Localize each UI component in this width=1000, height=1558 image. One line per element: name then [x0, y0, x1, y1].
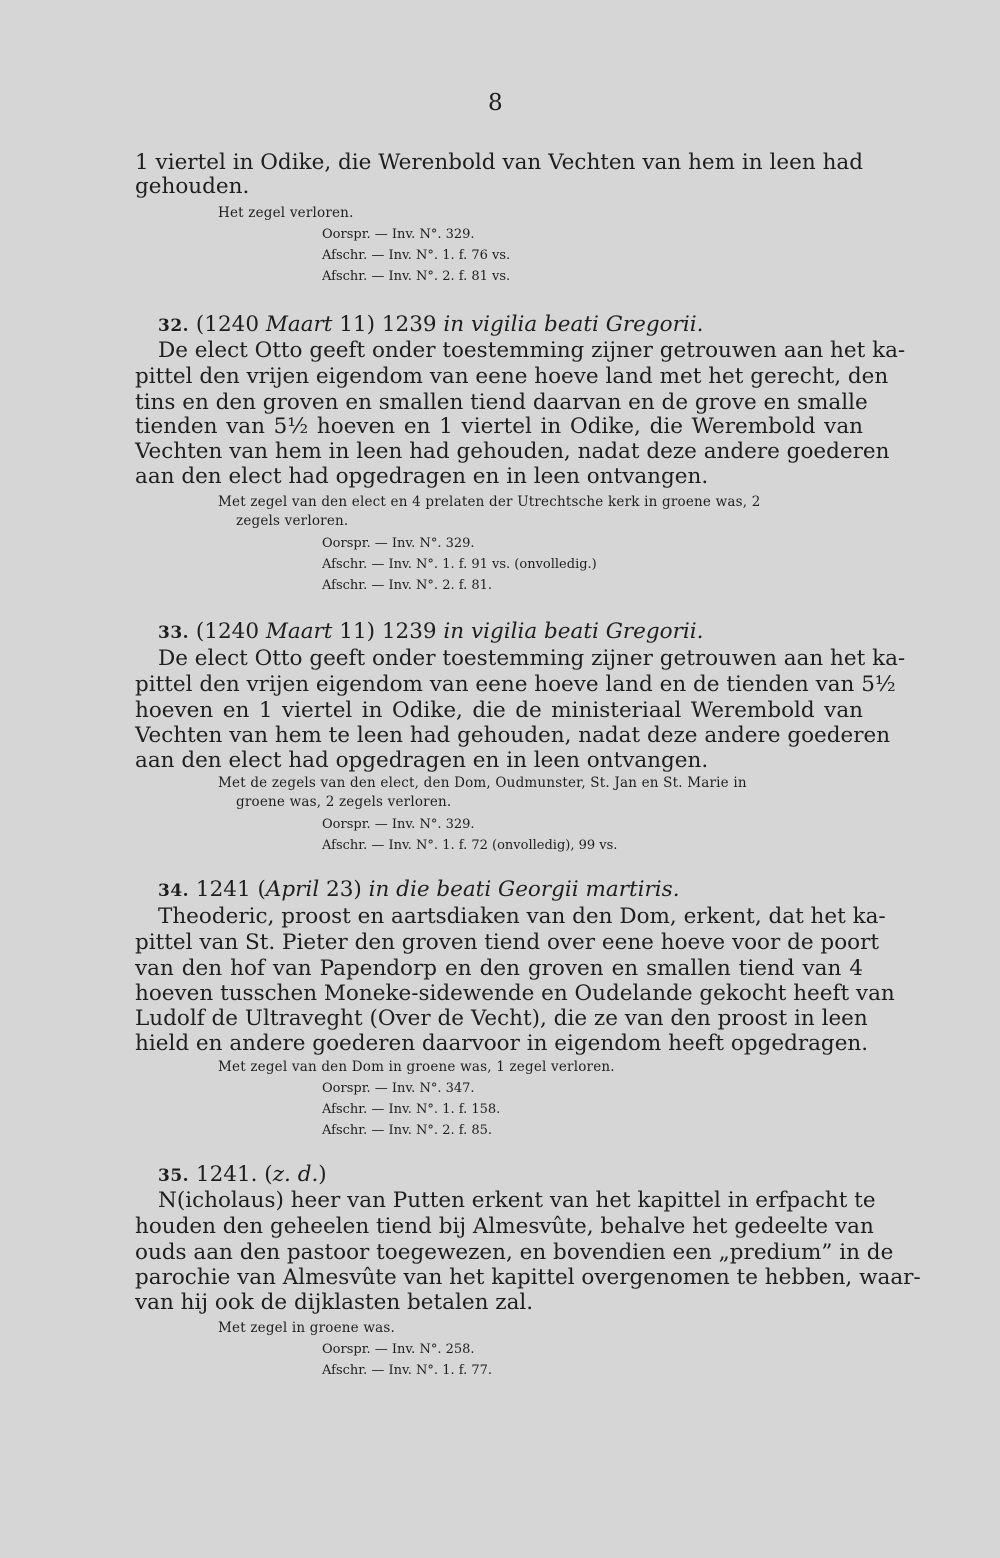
seal-note: groene was, 2 zegels verloren.	[236, 794, 452, 810]
page-number: 8	[488, 90, 503, 116]
entry-text: tienden van 5½ hoeven en 1 viertel in Odike, die Werembold van	[135, 414, 863, 439]
entry-date-part: 11) 1239	[332, 312, 444, 337]
reference-line: Afschr. — Inv. N°. 1. f. 72 (onvolledig), 99 vs.	[322, 838, 618, 853]
entry-text-line	[158, 338, 906, 363]
reference-line: Afschr. — Inv. N°. 1. f. 76 vs.	[322, 248, 511, 263]
seal-note: Met zegel van den Dom in groene was, 1 zegel verloren.	[218, 1059, 615, 1075]
entry-number: 35.	[158, 1166, 190, 1186]
entry-date	[196, 877, 680, 902]
entry-text-line	[135, 364, 889, 389]
reference-line: Afschr. — Inv. N°. 1. f. 77.	[322, 1363, 493, 1378]
entry-date-month: April	[265, 877, 320, 902]
entry-text: houden den geheelen tiend bij Almesvûte, behalve het gedeelte van	[135, 1214, 874, 1239]
entry-text-line	[135, 439, 890, 464]
entry-heading	[158, 621, 703, 643]
reference-line: Afschr. — Inv. N°. 2. f. 81 vs.	[322, 269, 511, 284]
reference-line: Afschr. — Inv. N°. 1. f. 158.	[322, 1102, 501, 1117]
reference-line: Oorspr. — Inv. N°. 347.	[322, 1081, 475, 1096]
entry-text: ouds aan den pastoor toegewezen, en bovendien een „predium” in de	[135, 1240, 894, 1265]
entry-text-line	[158, 904, 886, 929]
entry-heading	[158, 879, 680, 901]
entry-date-italic: z. d.	[272, 1162, 319, 1187]
entry-text-line	[135, 723, 891, 748]
entry-text-line	[135, 1265, 921, 1290]
entry-date-part: 1241. (	[195, 1162, 273, 1187]
entry-text-line	[135, 958, 863, 980]
entry-text-line: aan den elect had opgedragen en in leen ontvangen.	[135, 464, 709, 489]
entry-text: pittel den vrijen eigendom van eene hoeve land en de tienden van 5½	[135, 672, 896, 697]
seal-note: Met zegel van den elect en 4 prelaten der Utrechtsche kerk in groene was, 2	[218, 494, 761, 510]
reference-line: Oorspr. — Inv. N°. 329.	[322, 227, 475, 242]
intro-line	[135, 152, 863, 174]
entry-text-line	[135, 700, 863, 722]
entry-date-feast: in die beati Georgii martiris.	[368, 877, 680, 902]
entry-text: van den hof van Papendorp en den groven en smallen tiend van 4	[135, 956, 863, 981]
reference-line: Afschr. — Inv. N°. 1. f. 91 vs. (onvolledig.)	[322, 557, 597, 572]
entry-text: pittel van St. Pieter den groven tiend over eene hoeve voor de poort	[135, 930, 879, 955]
entry-date-feast: in vigilia beati Gregorii.	[443, 312, 704, 337]
entry-text-line: van hij ook de dijklasten betalen zal.	[135, 1290, 534, 1315]
entry-number: 32.	[158, 316, 190, 336]
seal-note: Het zegel verloren.	[218, 205, 354, 221]
seal-note: Met de zegels van den elect, den Dom, Oudmunster, St. Jan en St. Marie in	[218, 775, 747, 791]
entry-text: N(icholaus) heer van Putten erkent van het kapittel in erfpacht te	[158, 1188, 876, 1213]
entry-text-line	[135, 981, 895, 1006]
entry-text-line	[135, 1240, 894, 1265]
intro-line-text: 1 viertel in Odike, die Werenbold van Vechten van hem in leen had	[135, 150, 863, 175]
entry-date-part: 11) 1239	[332, 619, 444, 644]
entry-text: Ludolf de Ultraveght (Over de Vecht), die ze van den proost in leen	[135, 1006, 868, 1031]
entry-text-line	[158, 646, 906, 671]
entry-text: Vechten van hem in leen had gehouden, nadat deze andere goederen	[135, 439, 890, 464]
entry-text-line	[135, 416, 863, 438]
entry-date-feast: in vigilia beati Gregorii.	[443, 619, 704, 644]
entry-text: hoeven en 1 viertel in Odike, die de ministeriaal Werembold van	[135, 698, 863, 723]
entry-number: 33.	[158, 623, 190, 643]
entry-text-line: aan den elect had opgedragen en in leen ontvangen.	[135, 748, 709, 773]
reference-line: Oorspr. — Inv. N°. 329.	[322, 536, 475, 551]
entry-text-line	[135, 390, 868, 415]
intro-line: gehouden.	[135, 174, 250, 199]
entry-date	[196, 312, 704, 337]
entry-date-month: Maart	[265, 619, 333, 644]
entry-date-part: (1240	[195, 312, 266, 337]
entry-date-month: Maart	[265, 312, 333, 337]
entry-text: pittel den vrijen eigendom van eene hoeve land met het gerecht, den	[135, 364, 889, 389]
entry-text-line	[135, 672, 896, 697]
entry-text: De elect Otto geeft onder toestemming zijner getrouwen aan het ka-	[158, 646, 906, 671]
entry-date-part: 1241 (	[195, 877, 266, 902]
entry-text: tins en den groven en smallen tiend daarvan en de grove en smalle	[135, 390, 868, 415]
entry-date-part: (1240	[195, 619, 266, 644]
entry-text: hoeven tusschen Moneke-sidewende en Oudelande gekocht heeft van	[135, 981, 895, 1006]
entry-text-line	[135, 1214, 874, 1239]
entry-text-line	[158, 1188, 876, 1213]
entry-text-line	[135, 1006, 868, 1031]
entry-text: Theoderic, proost en aartsdiaken van den Dom, erkent, dat het ka-	[158, 904, 886, 929]
entry-text: De elect Otto geeft onder toestemming zijner getrouwen aan het ka-	[158, 338, 906, 363]
entry-date	[196, 619, 704, 644]
entry-date-part: 23)	[319, 877, 369, 902]
entry-date	[196, 1162, 327, 1187]
entry-text: Vechten van hem te leen had gehouden, nadat deze andere goederen	[135, 723, 891, 748]
seal-note: zegels verloren.	[236, 513, 349, 529]
entry-heading	[158, 314, 703, 336]
entry-number: 34.	[158, 881, 190, 901]
entry-text-line	[135, 930, 879, 955]
reference-line: Afschr. — Inv. N°. 2. f. 81.	[322, 578, 493, 593]
reference-line: Oorspr. — Inv. N°. 329.	[322, 817, 475, 832]
reference-line: Afschr. — Inv. N°. 2. f. 85.	[322, 1123, 493, 1138]
entry-date-part: )	[318, 1162, 327, 1187]
reference-line: Oorspr. — Inv. N°. 258.	[322, 1342, 475, 1357]
entry-text-line: hield en andere goederen daarvoor in eigendom heeft opgedragen.	[135, 1031, 869, 1056]
entry-heading	[158, 1164, 327, 1186]
seal-note: Met zegel in groene was.	[218, 1320, 395, 1336]
entry-text: parochie van Almesvûte van het kapittel overgenomen te hebben, waar-	[135, 1265, 921, 1290]
